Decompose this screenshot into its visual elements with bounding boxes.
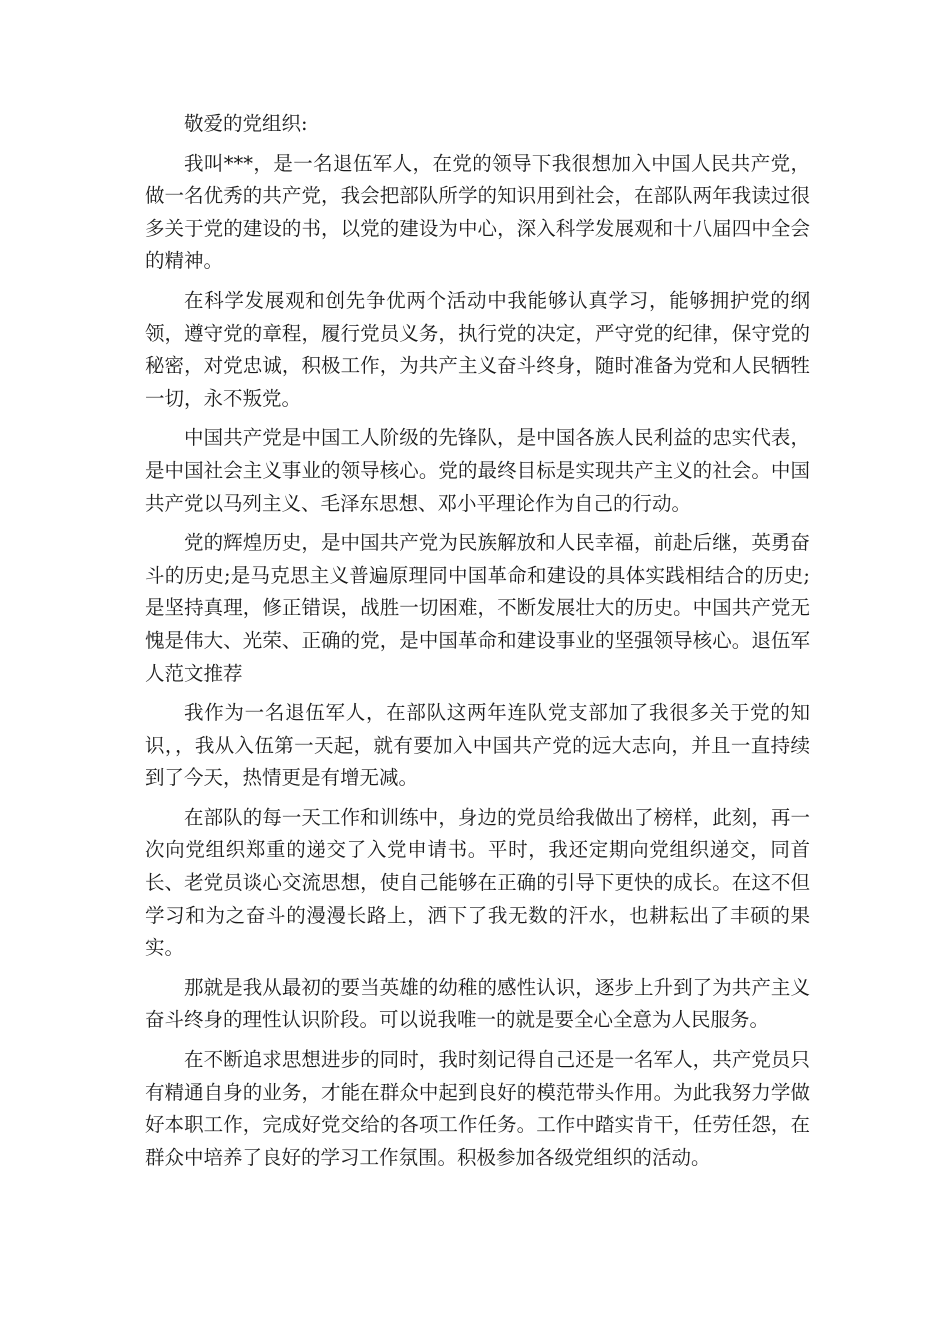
paragraph-2: 在科学发展观和创先争优两个活动中我能够认真学习，能够拥护党的纲领，遵守党的章程，履行党员义务，执行党的决定，严守党的纪律，保守党的秘密，对党忠诚，积极工作，为共产主义奋斗终身，随时准备为党和人民牺牲一切，永不叛党。 [145,288,810,410]
paragraph-3: 中国共产党是中国工人阶级的先锋队，是中国各族人民利益的忠实代表，是中国社会主义事业的领导核心。党的最终目标是实现共产主义的社会。中国共产党以马列主义、毛泽东思想、邓小平理论作为自己的行动。 [145,426,810,515]
paragraph-4: 党的辉煌历史，是中国共产党为民族解放和人民幸福，前赴后继，英勇奋斗的历史;是马克思主义普遍原理同中国革命和建设的具体实践相结合的历史;是坚持真理，修正错误，战胜一切困难，不断发展壮大的历史。中国共产党无愧是伟大、光荣、正确的党，是中国革命和建设事业的坚强领导核心。退伍军人范文推荐 [145,531,810,685]
paragraph-7: 那就是我从最初的要当英雄的幼稚的感性认识，逐步上升到了为共产主义奋斗终身的理性认识阶段。可以说我唯一的就是要全心全意为人民服务。 [145,975,810,1032]
salutation: 敬爱的党组织: [184,112,308,135]
paragraph-1: 我叫***，是一名退伍军人，在党的领导下我很想加入中国人民共产党，做一名优秀的共产党，我会把部队所学的知识用到社会，在部队两年我读过很多关于党的建设的书，以党的建设为中心，深入科学发展观和十八届四中全会的精神。 [145,151,810,273]
paragraph-6: 在部队的每一天工作和训练中，身边的党员给我做出了榜样，此刻，再一次向党组织郑重的递交了入党申请书。平时，我还定期向党组织递交，同首长、老党员谈心交流思想，使自己能够在正确的引导下更快的成长。在这不但学习和为之奋斗的漫漫长路上，洒下了我无数的汗水，也耕耘出了丰硕的果实。 [145,805,810,960]
paragraph-8: 在不断追求思想进步的同时，我时刻记得自己还是一名军人，共产党员只有精通自身的业务，才能在群众中起到良好的模范带头作用。为此我努力学做好本职工作，完成好党交给的各项工作任务。工作中踏实肯干，任劳任怨，在群众中培养了良好的学习工作氛围。积极参加各级党组织的活动。 [145,1048,810,1169]
document-body [145,108,810,1181]
paragraph-5: 我作为一名退伍军人，在部队这两年连队党支部加了我很多关于党的知识，，我从入伍第一天起，就有要加入中国共产党的远大志向，并且一直持续到了今天，热情更是有增无减。 [145,701,810,790]
